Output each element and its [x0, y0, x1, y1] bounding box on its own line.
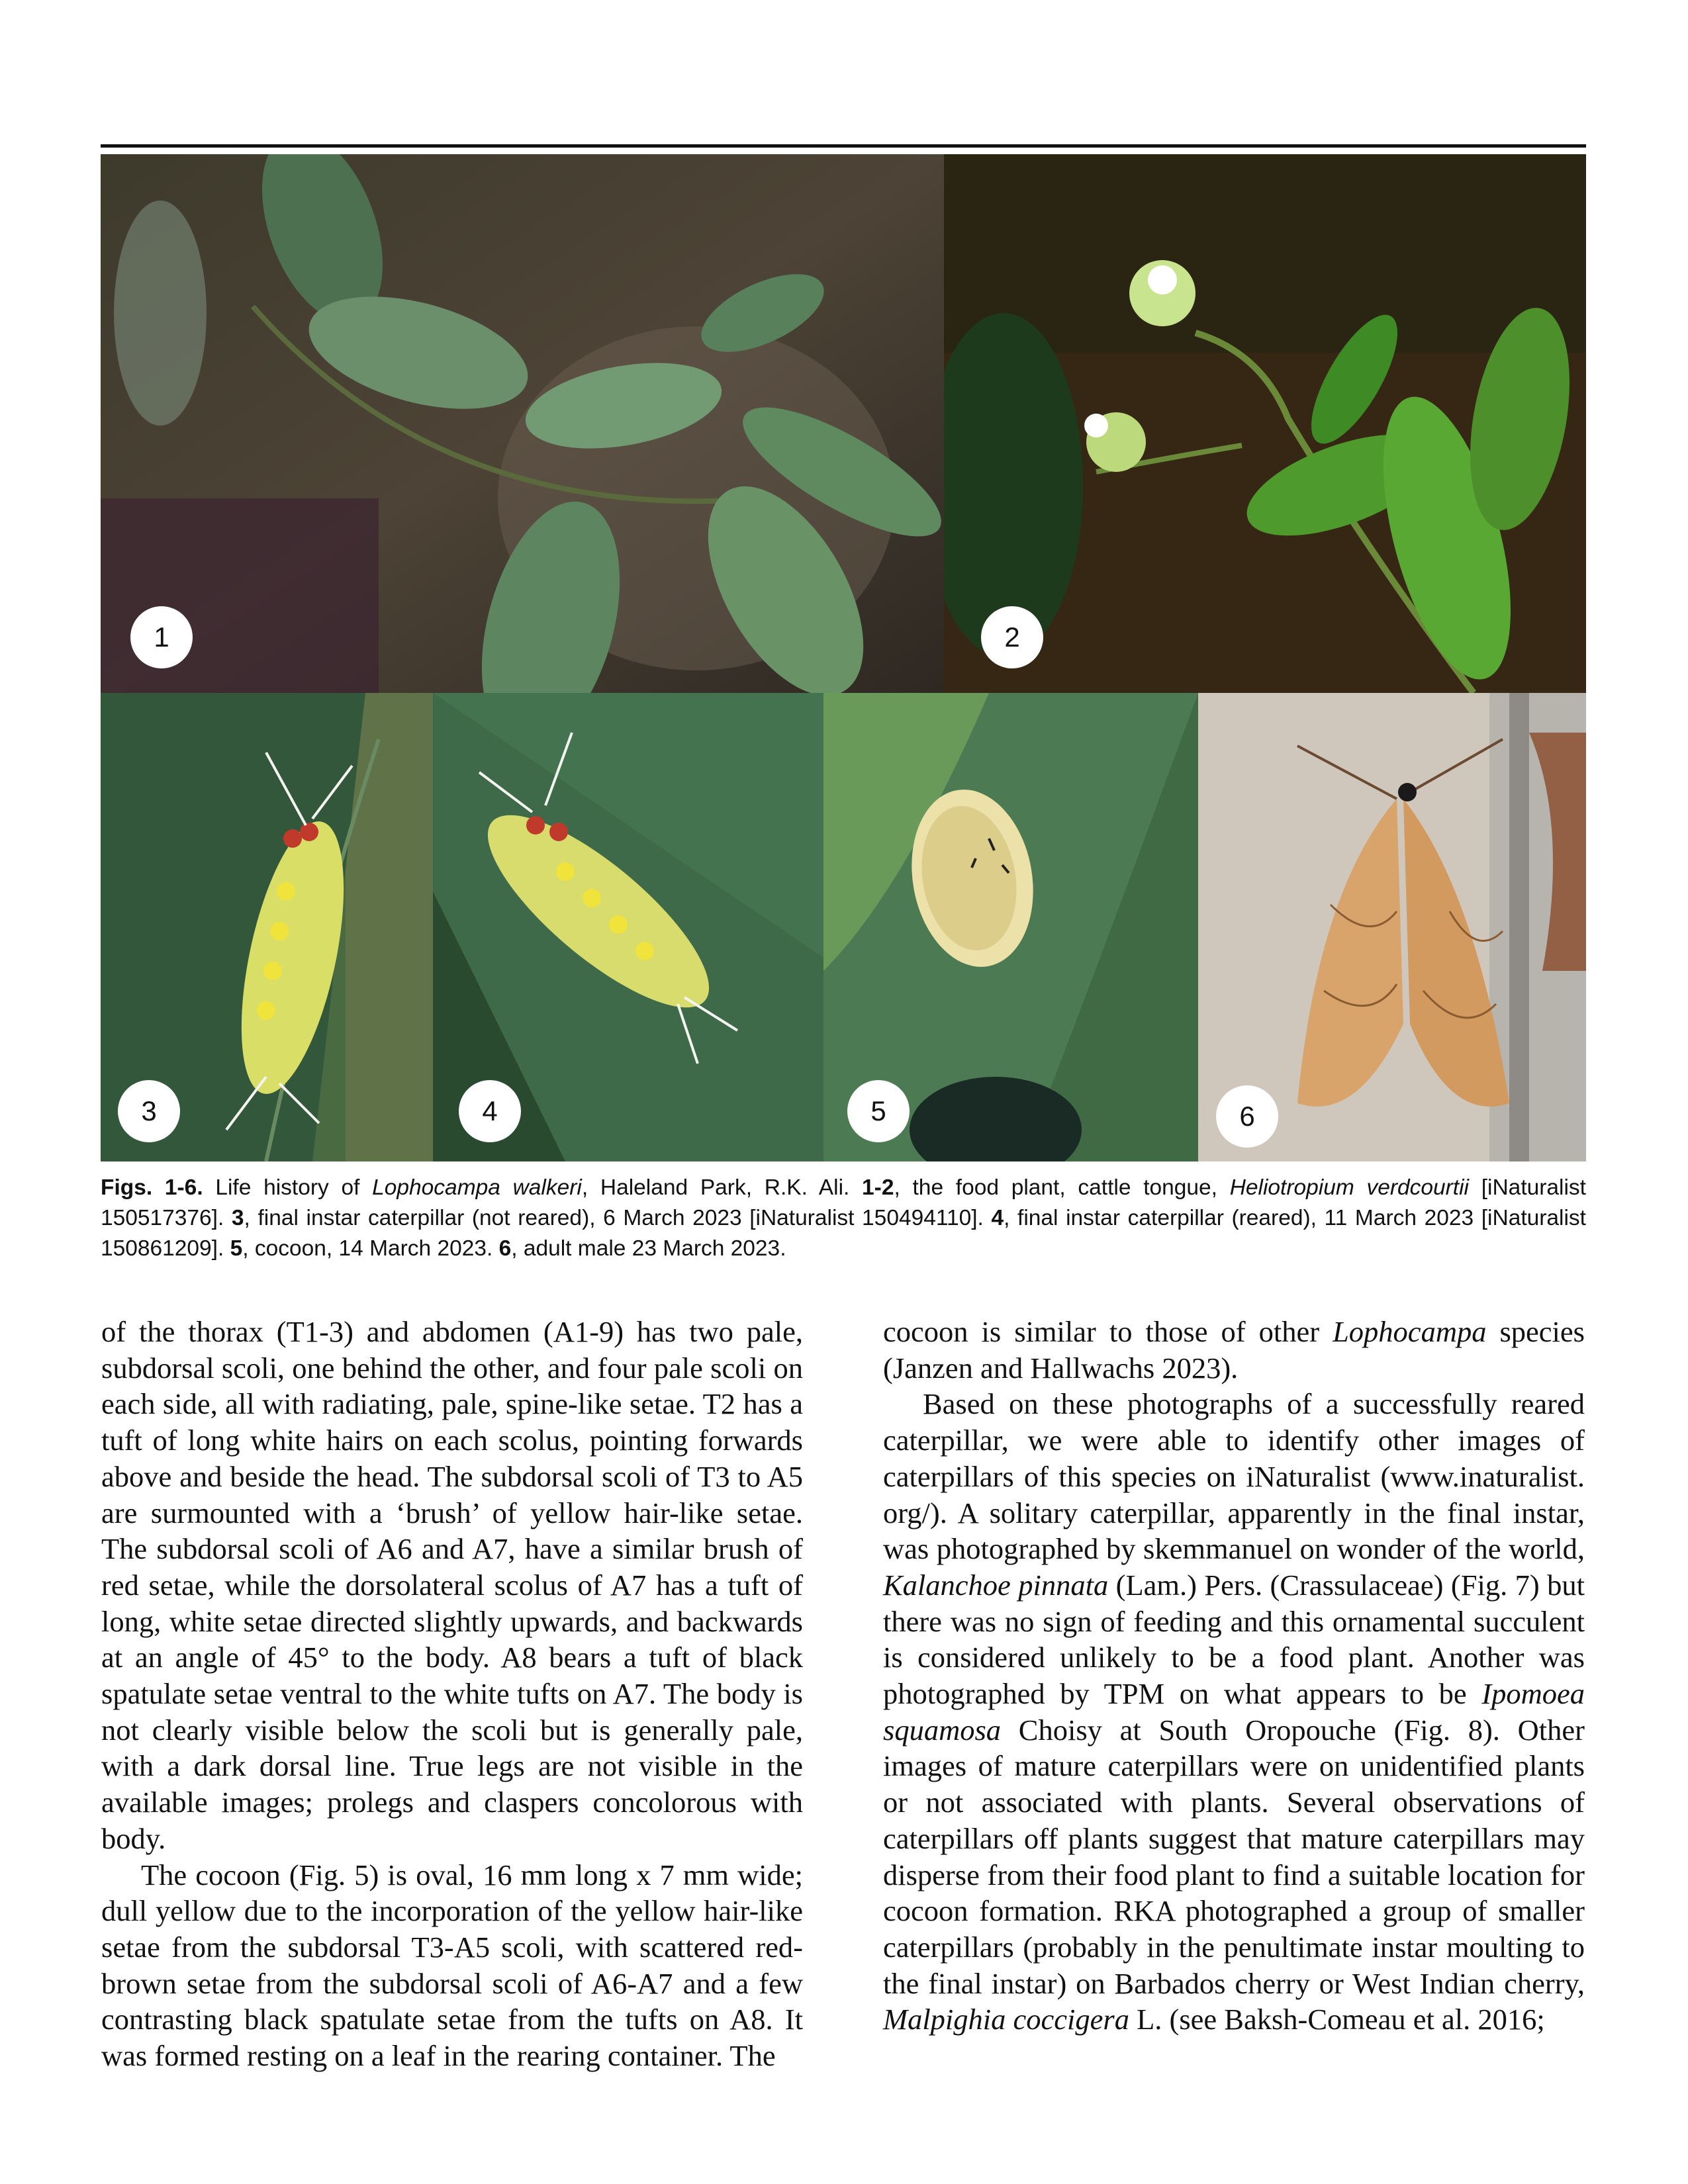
body-text: species (Janzen and Hallwachs 2023). — [883, 1315, 1585, 1385]
caption-text: , the food plant, cattle tongue, — [894, 1175, 1230, 1200]
figure-photo-2 — [944, 154, 1586, 693]
caption-text: [iNaturalist 150517376]. — [101, 1175, 1586, 1230]
body-paragraph — [883, 1386, 1585, 2038]
taxon-name: Ipomoea squamosa — [883, 1677, 1585, 1747]
body-text: Choisy at South Oropouche (Fig. 8). Other images of mature caterpillars were on unidentified plants or not associated with plants. Several observations of caterpillars off plants suggest that mature caterpillars may disperse from their food plant to find a suitable location for cocoon formation. RKA photographed a group of smaller caterpillars (probably in the penultimate instar moulting to the final instar) on Barbados cherry or West Indian cherry, — [883, 1713, 1585, 2000]
caption-text: Life history of — [203, 1175, 373, 1200]
body-text: L. (see Baksh-Comeau et al. 2016; — [1129, 2003, 1545, 2036]
panel-number-4: 4 — [459, 1080, 521, 1142]
panel-number-3: 3 — [118, 1080, 180, 1142]
caption-figref: 3 — [231, 1206, 244, 1230]
taxon-name: Malpighia coccigera — [883, 2003, 1129, 2036]
body-text: Based on these photographs of a successfully reared caterpillar, we were able to identify other images of caterpillars of this species on iNaturalist (www.inaturalist. org/). A solitary caterpillar, apparently in the final instar, was photographed by skemmanuel on wonder of the world, — [883, 1387, 1585, 1566]
caption-text: , Haleland Park, R.K. Ali. — [581, 1175, 863, 1200]
figure-caption — [101, 1173, 1586, 1264]
body-paragraph: The cocoon (Fig. 5) is oval, 16 mm long x 7 mm wide; dull yellow due to the incorporation of the yellow hair-like setae from the subdorsal T3-A5 scoli, with scattered red-brown setae from the subdorsal scoli of A6-A7 and a few contrasting black spatulate setae from the tufts on A8. It was formed resting on a leaf in the rearing container. The — [101, 1858, 803, 2073]
caption-text: , final instar caterpillar (reared), 11 March 2023 [iNaturalist 150861209]. — [101, 1206, 1586, 1261]
caption-text: , final instar caterpillar (not reared), 6 March 2023 [iNaturalist 150494110]. — [244, 1206, 992, 1230]
body-paragraph — [883, 1314, 1585, 1386]
caption-plant: Heliotropium verdcourtii — [1229, 1175, 1470, 1200]
right-column — [883, 1314, 1585, 2038]
left-column — [101, 1314, 803, 2074]
header-rule — [101, 144, 1586, 148]
panel-number-1: 1 — [130, 606, 193, 668]
caption-lead: Figs. 1-6. — [101, 1175, 203, 1200]
caption-figref: 1-2 — [862, 1175, 894, 1200]
taxon-name: Kalanchoe pinnata — [883, 1568, 1109, 1602]
figure-photo-1 — [101, 154, 944, 693]
body-text: cocoon is similar to those of other — [883, 1315, 1333, 1348]
panel-number-6: 6 — [1216, 1085, 1278, 1148]
caption-species: Lophocampa walkeri — [372, 1175, 582, 1200]
caption-figref: 4 — [991, 1206, 1004, 1230]
panel-number-5: 5 — [847, 1080, 910, 1142]
caption-text: , cocoon, 14 March 2023. — [242, 1236, 499, 1261]
panel-number-2: 2 — [981, 606, 1043, 668]
taxon-name: Lophocampa — [1333, 1315, 1487, 1348]
body-text: (Lam.) Pers. (Crassulaceae) (Fig. 7) but there was no sign of feeding and this ornamental succulent is considered unlikely to be a food plant. Another was photographed by TPM on what appears to be — [883, 1568, 1585, 1711]
caption-figref: 6 — [498, 1236, 512, 1261]
caption-text: , adult male 23 March 2023. — [511, 1236, 786, 1261]
body-paragraph: of the thorax (T1-3) and abdomen (A1-9) has two pale, subdorsal scoli, one behind the other, and four pale scoli on each side, all with radiating, pale, spine-like setae. T2 has a tuft of long white hairs on each scolus, pointing forwards above and beside the head. The subdorsal scoli of T3 to A5 are surmounted with a ‘brush’ of yellow hair-like setae. The subdorsal scoli of A6 and A7, have a similar brush of red setae, while the dorsolateral scolus of A7 has a tuft of long, white setae directed slightly upwards, and backwards at an angle of 45° to the body. A8 bears a tuft of black spatulate setae ventral to the white tufts on A7. The body is not clearly visible below the scoli but is generally pale, with a dark dorsal line. True legs are not visible in the available images; prolegs and claspers concolorous with body. — [101, 1315, 803, 1855]
caption-figref: 5 — [230, 1236, 243, 1261]
